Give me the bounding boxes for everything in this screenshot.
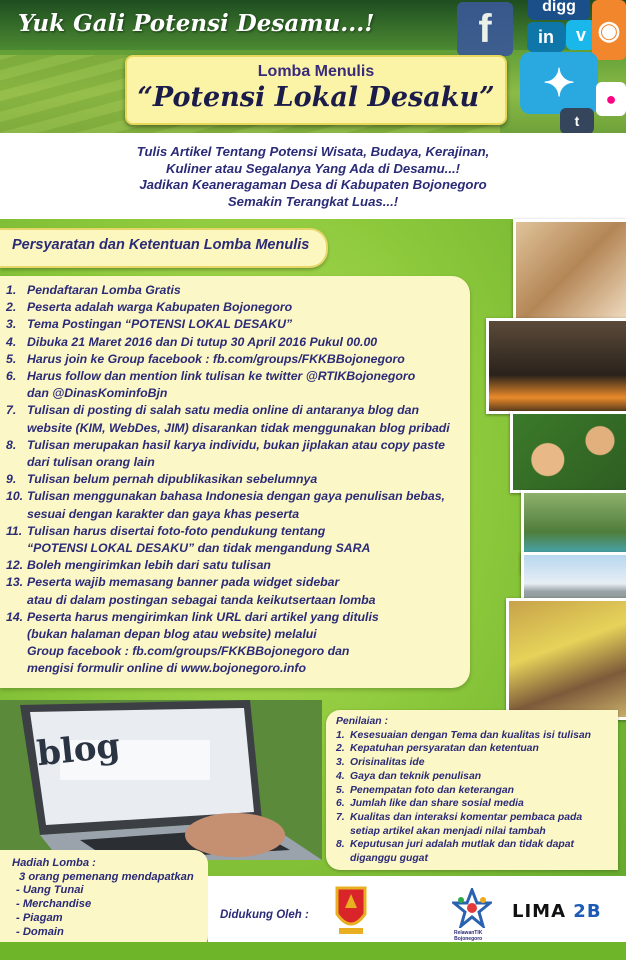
- item-number: 13.: [6, 575, 24, 590]
- rss-icon: ◉: [592, 0, 626, 60]
- list-item: [6, 557, 468, 574]
- list-item: [336, 811, 626, 838]
- relawan-tik-logo-icon: [452, 888, 492, 928]
- item-text: Harus join ke Group facebook : fb.com/groups/FKKBBojonegoro: [27, 351, 405, 366]
- list-item: [336, 770, 626, 784]
- intro-line: Semakin Terangkat Luas...!: [227, 193, 399, 209]
- hadiah-item: - Merchandise: [16, 898, 92, 911]
- title-box: [125, 55, 507, 125]
- item-number: 12.: [6, 558, 24, 573]
- relawan-tik-text: [454, 930, 482, 942]
- item-text: Tulisan harus disertai foto-foto pendukung tentang “POTENSI LOKAL DESAKU” dan tidak mengandung SARA: [27, 523, 371, 556]
- digg-icon: digg: [528, 0, 590, 20]
- item-text: Tulisan menggunakan bahasa Indonesia dengan gaya penulisan bebas, sesuai dengan karakter dan gaya khas peserta: [27, 489, 445, 521]
- item-number: 1.: [6, 283, 17, 297]
- item-number: 1.: [336, 729, 345, 741]
- bojonegoro-emblem-icon: [333, 884, 369, 938]
- twitter-icon: ✦: [520, 52, 598, 114]
- lima-suffix: 2B: [573, 901, 602, 922]
- list-item: [336, 742, 626, 756]
- support-label: Didukung Oleh :: [220, 909, 309, 921]
- list-item: [336, 729, 626, 743]
- item-text: Peserta harus mengirimkan link URL dari artikel yang ditulis (bukan halaman depan blog atau website) melalui Group facebook : fb.com/groups/FKKBBojonegoro dan mengisi formulir online di www.bojonegoro.info: [27, 609, 379, 676]
- facebook-icon: f: [457, 2, 513, 56]
- list-item: [6, 609, 468, 678]
- contest-title: “Potensi Lokal Desaku”: [137, 82, 495, 113]
- flickr-icon: ●: [596, 82, 626, 116]
- item-number: 4.: [6, 334, 17, 349]
- item-text: Boleh mengirimkan lebih dari satu tulisan: [27, 558, 271, 573]
- item-number: 5.: [336, 784, 345, 796]
- list-item: [6, 299, 468, 316]
- item-number: 4.: [336, 770, 345, 782]
- hadiah-item: - Piagam: [16, 911, 63, 924]
- hadiah-item: - Domain: [16, 925, 64, 938]
- list-item: [336, 797, 626, 811]
- list-item: [336, 784, 626, 798]
- item-number: 8.: [6, 437, 17, 452]
- relawan-line: Bojonegoro: [454, 936, 483, 942]
- item-number: 5.: [6, 351, 17, 366]
- contest-subtitle: Lomba Menulis: [257, 63, 375, 80]
- item-number: 7.: [336, 811, 345, 823]
- item-text: Tulisan merupakan hasil karya individu, bukan jiplakan atau copy paste dari tulisan orang lain: [27, 437, 446, 470]
- tagline: Yuk Gali Potensi Desamu...!: [18, 10, 375, 37]
- item-text: Gaya dan teknik penulisan: [350, 770, 482, 782]
- list-item: [6, 368, 468, 402]
- list-item: [6, 334, 468, 351]
- lima-2b-logo: [512, 901, 602, 922]
- penilaian-list: [336, 729, 626, 866]
- penilaian-section: [336, 715, 626, 866]
- requirements-title: Persyaratan dan Ketentuan Lomba Menulis: [12, 237, 310, 253]
- intro-line: Jadikan Keaneragaman Desa di Kabupaten Bojonegoro: [139, 177, 487, 192]
- item-number: 10.: [6, 489, 24, 504]
- item-text: Orisinalitas ide: [350, 757, 425, 769]
- item-number: 3.: [336, 757, 345, 769]
- item-number: 3.: [6, 317, 17, 332]
- item-text: Harus follow dan mention link tulisan ke twitter @RTIKBojonegoro dan @DinasKominfoBjn: [27, 369, 416, 401]
- requirements-list: [6, 282, 468, 678]
- item-text: Tema Postingan “POTENSI LOKAL DESAKU”: [27, 317, 293, 332]
- list-item: [6, 351, 468, 368]
- intro-line: Kuliner atau Segalanya Yang Ada di Desamu...!: [165, 160, 461, 176]
- list-item: [6, 523, 468, 557]
- food-photo-rolls: [513, 219, 626, 321]
- item-number: 2.: [6, 300, 17, 315]
- laptop-screen-text: blog: [35, 725, 123, 775]
- tumblr-icon: t: [560, 108, 594, 134]
- item-text: Kualitas dan interaksi komentar pembaca pada setiap artikel akan menjadi nilai tambah: [350, 811, 583, 837]
- hadiah-section: [12, 857, 194, 939]
- item-number: 2.: [336, 743, 345, 755]
- item-text: Dibuka 21 Maret 2016 dan Di tutup 30 April 2016 Pukul 00.00: [27, 334, 378, 349]
- laptop-illustration: [0, 700, 322, 860]
- item-text: Pendaftaran Lomba Gratis: [27, 283, 181, 297]
- item-text: Penempatan foto dan keterangan: [350, 784, 514, 796]
- item-text: Peserta adalah warga Kabupaten Bojonegoro: [27, 300, 293, 315]
- item-number: 14.: [6, 609, 24, 624]
- penilaian-title: Penilaian :: [336, 716, 388, 727]
- item-number: 11.: [6, 523, 23, 538]
- item-text: Tulisan belum pernah dipublikasikan sebelumnya: [27, 472, 318, 487]
- intro-line: Tulis Artikel Tentang Potensi Wisata, Budaya, Kerajinan,: [136, 144, 490, 159]
- list-item: [336, 756, 626, 770]
- item-text: Jumlah like dan share sosial media: [350, 798, 524, 810]
- list-item: [6, 316, 468, 333]
- item-text: Kepatuhan persyaratan dan ketentuan: [350, 743, 539, 755]
- cultural-photo-fire: [486, 318, 626, 414]
- list-item: [6, 488, 468, 522]
- list-item: [6, 471, 468, 488]
- market-photo-vendors: [506, 598, 626, 720]
- list-item: [6, 574, 468, 608]
- food-photo-crackers: [510, 411, 626, 493]
- hadiah-item: - Uang Tunai: [16, 884, 84, 897]
- hadiah-intro: 3 orang pemenang mendapatkan: [19, 870, 194, 883]
- item-text: Tulisan di posting di salah satu media online di antaranya blog dan website (KIM, WebDes, JIM) disarankan tidak menggunakan blog pribadi: [27, 403, 450, 435]
- vimeo-icon: v: [566, 20, 596, 50]
- hadiah-title: Hadiah Lomba :: [12, 857, 96, 869]
- intro-text: [0, 144, 626, 210]
- list-item: [6, 282, 468, 299]
- item-number: 9.: [6, 472, 17, 487]
- lima-text: LIMA: [512, 901, 567, 922]
- item-number: 7.: [6, 403, 17, 418]
- list-item: [6, 402, 468, 436]
- item-text: Keputusan juri adalah mutlak dan tidak dapat diganggu gugat: [350, 839, 575, 865]
- item-text: Kesesuaian dengan Tema dan kualitas isi tulisan: [350, 729, 591, 741]
- list-item: [336, 838, 626, 865]
- item-number: 6.: [6, 369, 17, 384]
- item-text: Peserta wajib memasang banner pada widget sidebar atau di dalam postingan sebagai tanda keikutsertaan lomba: [27, 575, 376, 607]
- item-number: 6.: [336, 798, 345, 810]
- list-item: [6, 437, 468, 471]
- linkedin-icon: in: [527, 22, 565, 52]
- footer-bar: [0, 942, 626, 960]
- relawan-line: RelawanTIK: [454, 930, 483, 936]
- item-number: 8.: [336, 839, 345, 851]
